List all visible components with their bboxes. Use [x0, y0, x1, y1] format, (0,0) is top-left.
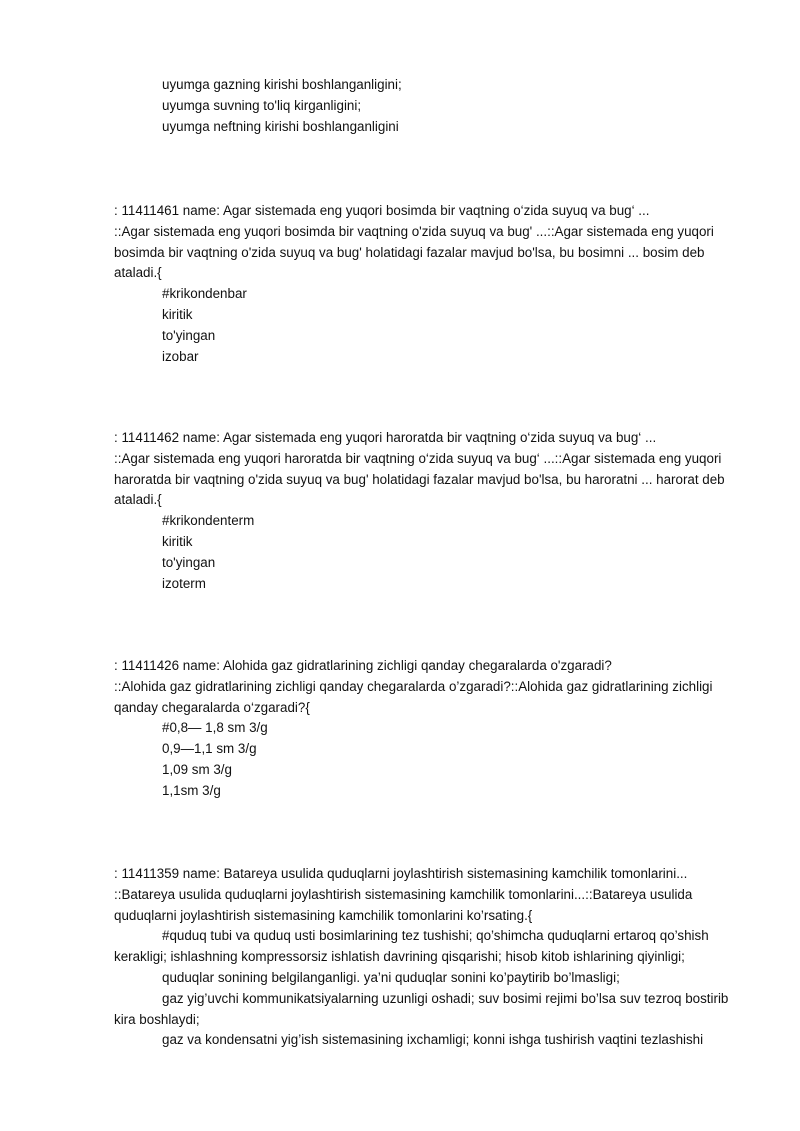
answer-list [114, 718, 746, 801]
question-block [114, 864, 746, 1051]
question-block [114, 656, 746, 802]
answer-options-top [162, 75, 402, 137]
answer-option: to'yingan [162, 327, 216, 343]
answer-option-correct: #quduq tubi va quduq usti bosimlarining tez tushishi; qo’shimcha quduqlarni ertaroq qo’shish kerakligi; ishlashning kompressorsiz ishlatish davrining qisqarishi; hisob kitob ishlarining qiyinligi; [114, 928, 709, 965]
answer-option: gaz va kondensatni yig’ish sistemasining ixchamligi; konni ishga tushirish vaqtini tezlashishi [162, 1032, 704, 1048]
answer-option: to'yingan [162, 554, 216, 570]
answer-option-correct: #krikondenterm [162, 513, 255, 529]
answer-option-correct: #0,8— 1,8 sm 3/g [162, 720, 268, 736]
answer-option: 1,1sm 3/g [162, 782, 221, 798]
question-body: ::Agar sistemada eng yuqori bosimda bir vaqtning o'zida suyuq va bug' ...::Agar sistemada eng yuqori bosimda bir vaqtning o'zida suyuq va bug' holatidagi fazalar mavjud bo'lsa, bu bosimni ... bosim deb ataladi.{ [114, 223, 714, 281]
answer-list [114, 511, 746, 594]
question-header: : 11411426 name: Alohida gaz gidratlarining zichligi qanday chegaralarda o'zgaradi? [114, 658, 612, 673]
question-body: ::Batareya usulida quduqlarni joylashtirish sistemasining kamchilik tomonlarini...::Batareya usulida quduqlarni joylashtirish sistemasining kamchilik tomonlarini ko’rsating.{ [114, 886, 693, 923]
question-body: ::Agar sistemada eng yuqori haroratda bir vaqtning o‘zida suyuq va bug‘ ...::Agar sistemada eng yuqori haroratda bir vaqtning o'zida suyuq va bug' holatidagi fazalar mavjud bo'lsa, bu haroratni ... harorat deb ataladi.{ [114, 450, 725, 508]
answer-list [114, 284, 746, 367]
question-block [114, 201, 746, 367]
question-body: ::Alohida gaz gidratlarining zichligi qanday chegaralarda o’zgaradi?::Alohida gaz gidratlarining zichligi qanday chegaralarda o‘zgaradi?{ [114, 678, 713, 715]
answer-option: 1,09 sm 3/g [162, 761, 232, 777]
answer-list [114, 926, 746, 1051]
answer-option: 0,9—1,1 sm 3/g [162, 741, 257, 757]
question-block [114, 428, 746, 594]
question-header: : 11411461 name: Agar sistemada eng yuqori bosimda bir vaqtning o‘zida suyuq va bug‘ ... [114, 203, 650, 218]
question-header: : 11411462 name: Agar sistemada eng yuqori haroratda bir vaqtning o‘zida suyuq va bug‘ ... [114, 430, 657, 445]
answer-option-correct: #krikondenbar [162, 286, 247, 302]
question-header: : 11411359 name: Batareya usulida quduqlarni joylashtirish sistemasining kamchilik tomonlarini... [114, 866, 688, 881]
answer-option: gaz yig’uvchi kommunikatsiyalarning uzunligi oshadi; suv bosimi rejimi bo’lsa suv tezroq bostirib kira boshlaydi; [114, 990, 729, 1027]
answer-option: quduqlar sonining belgilanganligi. ya’ni quduqlar sonini ko’paytirib bo’lmasligi; [162, 969, 620, 985]
answer-option: izoterm [162, 575, 206, 591]
answer-option: kiritik [162, 533, 193, 549]
answer-option: uyumga suvning to'liq kirganligini; [162, 97, 362, 113]
answer-option: izobar [162, 348, 199, 364]
answer-option: uyumga gazning kirishi boshlanganligini; [162, 77, 402, 92]
answer-option: uyumga neftning kirishi boshlanganligini [162, 118, 399, 134]
answer-option: kiritik [162, 306, 193, 322]
